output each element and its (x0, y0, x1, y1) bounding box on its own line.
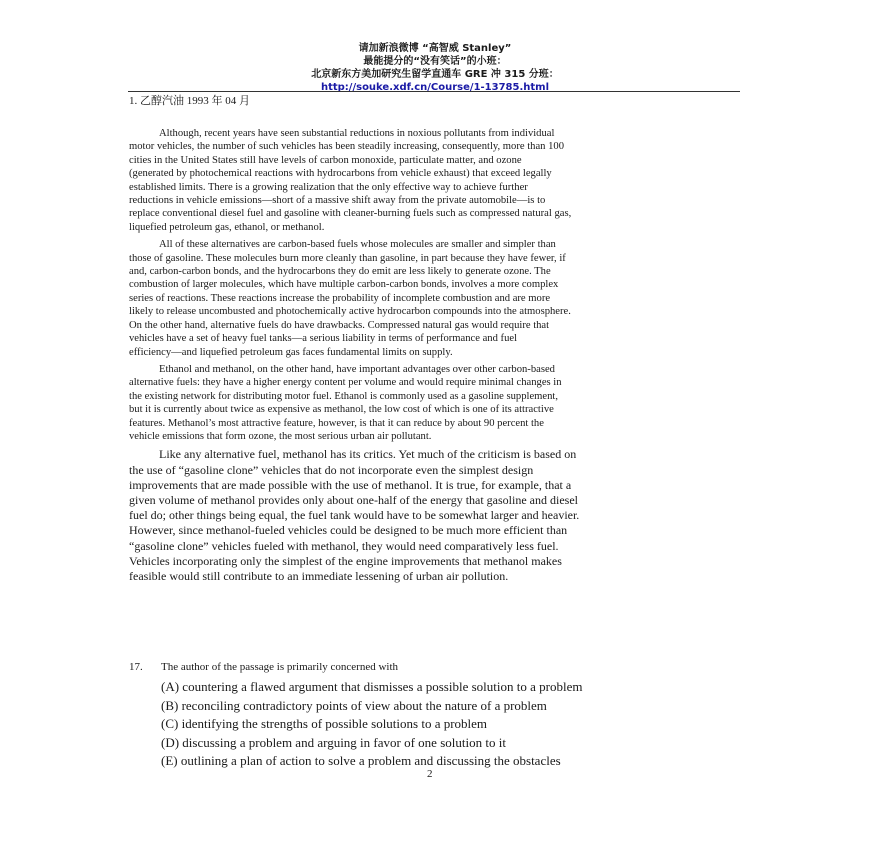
paragraph-2 (129, 238, 749, 359)
header-course-link[interactable]: http://souke.xdf.cn/Course/1-13785.html (320, 82, 550, 93)
passage-line: (generated by photochemical reactions with hydrocarbons from vehicle exhaust) that exceed legally (129, 168, 552, 180)
passage-line: combustion of larger molecules, which have multiple carbon-carbon bonds, involves a more complex (129, 279, 559, 291)
passage-line: motor vehicles, the number of such vehicles has been steadily increasing, consequently, more than 100 (129, 141, 565, 153)
answer-options (129, 678, 749, 771)
passage-line: the use of “gasoline clone” vehicles that do not incorporate even the simplest design (129, 462, 534, 477)
page-number: 2 (427, 768, 433, 780)
passage-line: series of reactions. These reactions increase the probability of incomplete combustion and are more (129, 292, 551, 304)
passage-line: feasible would still contribute to an immediate lessening of urban air pollution. (129, 568, 509, 583)
option-e[interactable]: (E) outlining a plan of action to solve a problem and discussing the obstacles (161, 753, 561, 769)
option-d[interactable]: (D) discussing a problem and arguing in favor of one solution to it (161, 734, 506, 750)
passage-line: and, carbon-carbon bonds, and the hydrocarbons they do emit are less likely to generate ozone. The (129, 266, 551, 278)
passage-line: vehicles have a set of heavy fuel tanks—a serious liability in terms of performance and fuel (129, 333, 518, 345)
paragraph-3 (129, 363, 749, 443)
passage-line: Like any alternative fuel, methanol has its critics. Yet much of the criticism is based on (159, 447, 577, 462)
option-a[interactable]: (A) countering a flawed argument that dismisses a possible solution to a problem (161, 679, 583, 694)
paragraph-4 (129, 447, 749, 584)
passage-line: fuel do; other things being equal, the fuel tank would have to be somewhat larger and heavier. (129, 508, 580, 523)
passage-line: likely to release uncombusted and photochemically active hydrocarbon compounds into the atmosphere. (129, 306, 571, 318)
passage-line: reductions in vehicle emissions—short of a massive shift away from the private automobile—is to (129, 195, 546, 207)
passage-line: Ethanol and methanol, on the other hand, have important advantages over other carbon-based (159, 363, 555, 375)
header-divider (128, 91, 740, 92)
paragraph-1 (129, 127, 749, 234)
passage-line: Vehicles incorporating only the simplest of the engine improvements that methanol makes (129, 553, 562, 568)
passage-line: All of these alternatives are carbon-based fuels whose molecules are smaller and simpler than (159, 239, 556, 251)
header-line-3: 北京新东方美加研究生留学直通车 GRE 冲 315 分班： (311, 69, 559, 80)
passage-line: “gasoline clone” vehicles fueled with methanol, they would need comparatively less fuel. (129, 538, 559, 553)
passage-line: the existing network for distributing motor fuel. Ethanol is commonly used as a gasoline supplement, (129, 390, 558, 402)
page-header (0, 42, 870, 94)
passage-line: However, since methanol-fueled vehicles could be designed to be much more efficient than (129, 523, 568, 538)
passage-line: established limits. There is a growing realization that the only effective way to achieve further (129, 181, 528, 193)
passage-line: improvements that are made possible with the use of methanol. It is true, for example, that a (129, 477, 572, 492)
passage-line: replace conventional diesel fuel and gasoline with cleaner-burning fuels such as compressed natural gas, (129, 208, 572, 220)
passage-line: Although, recent years have seen substantial reductions in noxious pollutants from individual (159, 128, 555, 139)
header-line-1: 请加新浪微博 “高智威 Stanley” (358, 43, 512, 54)
passage-line: vehicle emissions that form ozone, the most serious urban air pollutant. (129, 430, 432, 442)
passage-line: those of gasoline. These molecules burn more cleanly than gasoline, in part because they have fewer, if (129, 252, 566, 264)
passage-line: On the other hand, alternative fuels do have drawbacks. Compressed natural gas would require that (129, 319, 550, 331)
passage-line: given volume of methanol provides only about one-half of the energy that gasoline and diesel (129, 492, 578, 507)
question-block (129, 660, 749, 771)
passage-line: liquefied petroleum gas, ethanol, or methanol. (129, 221, 325, 233)
question-text: The author of the passage is primarily concerned with (161, 661, 399, 673)
passage-line: alternative fuels: they have a higher energy content per volume and would require minimal changes in (129, 377, 562, 389)
passage-line: but it is currently about twice as expensive as methanol, the low cost of which is one of its attractive (129, 404, 554, 416)
question-stem (129, 660, 749, 674)
passage-line: cities in the United States still have levels of carbon monoxide, particulate matter, and ozone (129, 154, 522, 166)
passage-line: efficiency—and liquefied petroleum gas faces fundamental limits on supply. (129, 346, 453, 358)
option-c[interactable]: (C) identifying the strengths of possible solutions to a problem (161, 716, 488, 732)
header-line-2: 最能提分的“没有笑话”的小班： (363, 56, 507, 67)
passage-title: 1. 乙醇汽油 1993 年 04 月 (129, 95, 250, 107)
option-b[interactable]: (B) reconciling contradictory points of view about the nature of a problem (161, 697, 547, 713)
passage-line: features. Methanol’s most attractive feature, however, is that it can reduce by about 90 percent the (129, 417, 544, 429)
reading-passage (129, 127, 749, 584)
question-number: 17. (129, 661, 143, 673)
